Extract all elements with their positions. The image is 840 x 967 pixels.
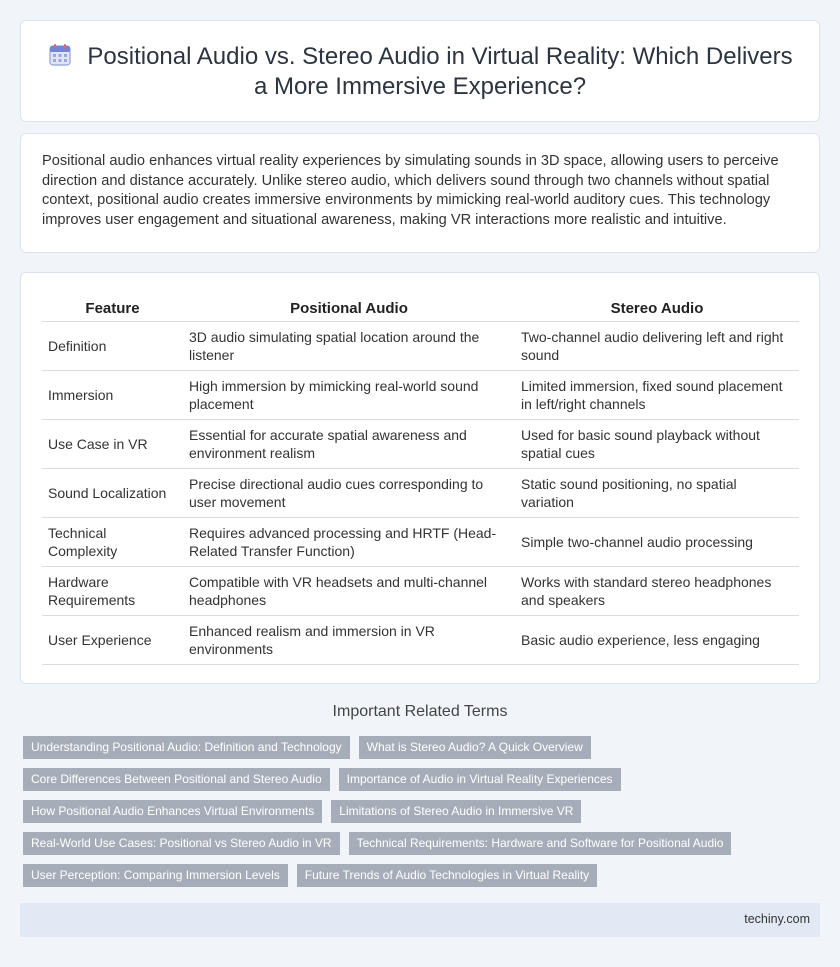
- table-cell: Essential for accurate spatial awareness and environment realism: [183, 420, 515, 469]
- table-cell: Static sound positioning, no spatial variation: [515, 469, 799, 518]
- table-header-row: [42, 296, 799, 322]
- footer: [20, 903, 820, 937]
- related-term-tag[interactable]: Real-World Use Cases: Positional vs Stereo Audio in VR: [23, 832, 340, 855]
- table-cell: Use Case in VR: [42, 420, 183, 469]
- related-term-tag[interactable]: Understanding Positional Audio: Definition and Technology: [23, 736, 350, 759]
- table-cell: Hardware Requirements: [42, 567, 183, 616]
- comparison-table: [42, 296, 799, 665]
- table-cell: Two-channel audio delivering left and right sound: [515, 322, 799, 371]
- related-term-tag[interactable]: Future Trends of Audio Technologies in Virtual Reality: [297, 864, 597, 887]
- table-row: [42, 518, 799, 567]
- table-cell: Precise directional audio cues corresponding to user movement: [183, 469, 515, 518]
- column-header-stereo: Stereo Audio: [515, 296, 799, 322]
- calendar-icon: [47, 42, 73, 68]
- page-title-wrap: [45, 42, 795, 102]
- table-cell: Technical Complexity: [42, 518, 183, 567]
- related-term-tag[interactable]: Importance of Audio in Virtual Reality Experiences: [339, 768, 621, 791]
- related-term-tag[interactable]: User Perception: Comparing Immersion Levels: [23, 864, 288, 887]
- table-cell: Compatible with VR headsets and multi-channel headphones: [183, 567, 515, 616]
- related-term-tag[interactable]: Technical Requirements: Hardware and Software for Positional Audio: [349, 832, 732, 855]
- table-cell: 3D audio simulating spatial location around the listener: [183, 322, 515, 371]
- table-cell: Sound Localization: [42, 469, 183, 518]
- table-cell: Limited immersion, fixed sound placement in left/right channels: [515, 371, 799, 420]
- comparison-table-card: [20, 272, 820, 684]
- related-term-tag[interactable]: Limitations of Stereo Audio in Immersive VR: [331, 800, 581, 823]
- related-terms-heading: Important Related Terms: [332, 703, 508, 720]
- intro-paragraph: Positional audio enhances virtual reality experiences by simulating sounds in 3D space, allowing users to perceive direction and distance accurately. Unlike stereo audio, which delivers sound through two channels without spatial context, positional audio creates immersive environments by mimicking real-world auditory cues. This technology improves user engagement and situational awareness, making VR interactions more realistic and intuitive.: [42, 153, 779, 228]
- tag-row: [23, 832, 803, 855]
- tag-row: [23, 800, 803, 823]
- table-cell: Used for basic sound playback without spatial cues: [515, 420, 799, 469]
- tag-row: [23, 736, 803, 759]
- related-term-tag[interactable]: How Positional Audio Enhances Virtual Environments: [23, 800, 322, 823]
- table-cell: Enhanced realism and immersion in VR environments: [183, 616, 515, 665]
- page-title: Positional Audio vs. Stereo Audio in Virtual Reality: Which Delivers a More Immersive Experience?: [87, 43, 793, 100]
- table-cell: High immersion by mimicking real-world sound placement: [183, 371, 515, 420]
- table-row: [42, 469, 799, 518]
- related-term-tag[interactable]: What is Stereo Audio? A Quick Overview: [359, 736, 591, 759]
- table-cell: Requires advanced processing and HRTF (Head-Related Transfer Function): [183, 518, 515, 567]
- table-row: [42, 616, 799, 665]
- table-cell: Basic audio experience, less engaging: [515, 616, 799, 665]
- tag-row: [23, 864, 803, 887]
- table-cell: Definition: [42, 322, 183, 371]
- column-header-feature: Feature: [42, 296, 183, 322]
- table-cell: User Experience: [42, 616, 183, 665]
- table-cell: Simple two-channel audio processing: [515, 518, 799, 567]
- related-terms-list: [23, 736, 803, 896]
- table-cell: Immersion: [42, 371, 183, 420]
- table-row: [42, 371, 799, 420]
- table-row: [42, 420, 799, 469]
- table-cell: Works with standard stereo headphones and speakers: [515, 567, 799, 616]
- column-header-positional: Positional Audio: [183, 296, 515, 322]
- intro-card: [20, 133, 820, 253]
- table-row: [42, 567, 799, 616]
- table-row: [42, 322, 799, 371]
- related-term-tag[interactable]: Core Differences Between Positional and Stereo Audio: [23, 768, 330, 791]
- tag-row: [23, 768, 803, 791]
- title-card: [20, 20, 820, 122]
- footer-site-link[interactable]: techiny.com: [744, 912, 810, 926]
